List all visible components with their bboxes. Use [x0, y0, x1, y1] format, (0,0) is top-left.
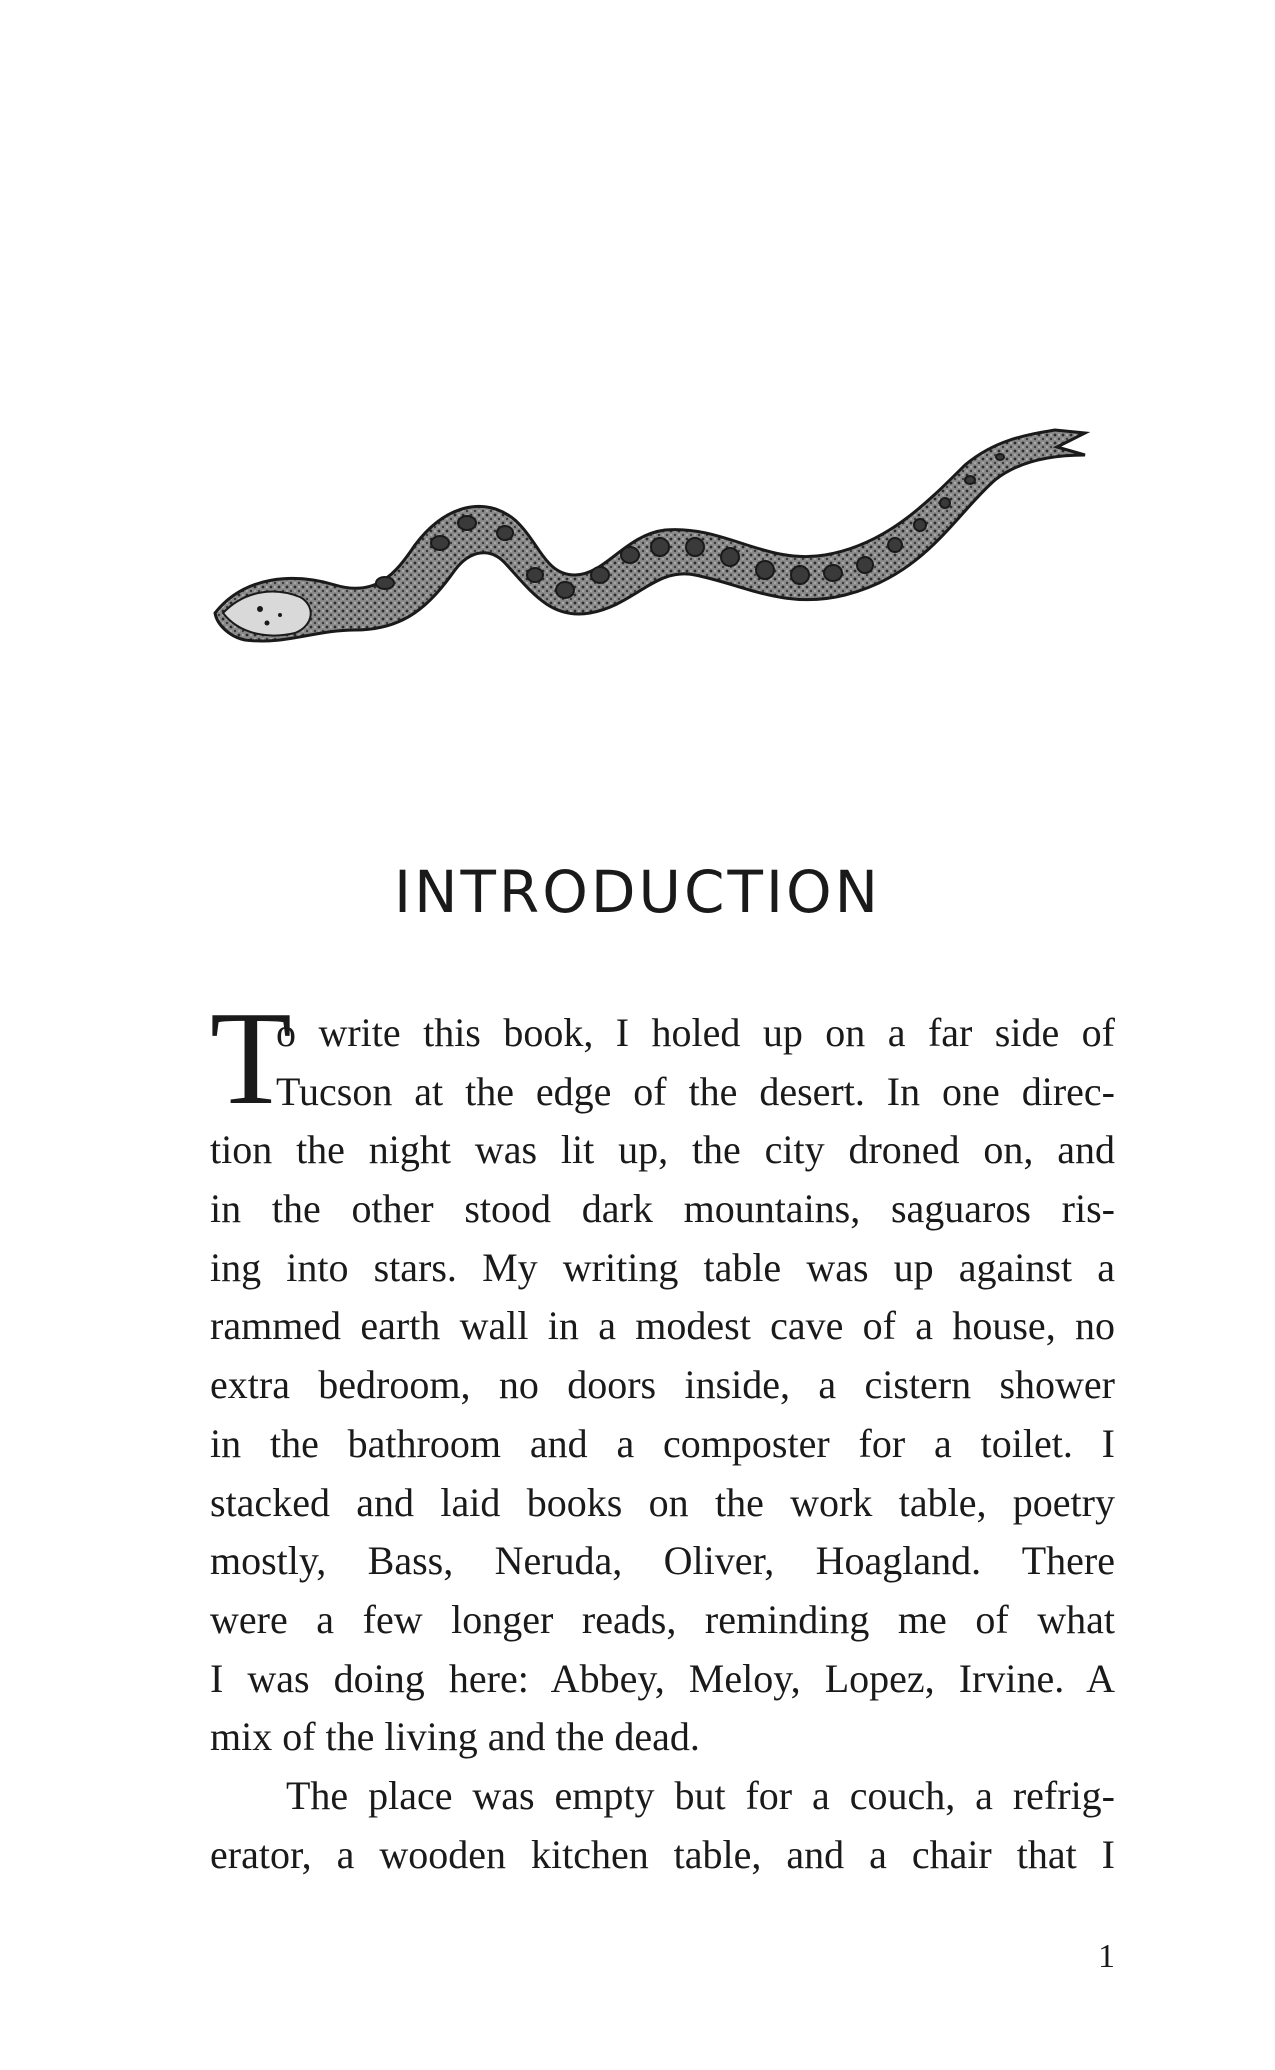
body-line: ing into stars. My writing table was up against a: [210, 1244, 1115, 1290]
body-text: [210, 984, 1115, 1884]
page-number: 1: [1098, 1938, 1115, 1975]
body-line: mostly, Bass, Neruda, Oliver, Hoagland. There: [210, 1538, 1115, 1584]
body-line: were a few longer reads, reminding me of what: [210, 1596, 1115, 1642]
body-line: Tucson at the edge of the desert. In one direc-: [276, 1068, 1115, 1114]
body-line: stacked and laid books on the work table, poetry: [210, 1479, 1115, 1525]
body-line: mix of the living and the dead.: [210, 1714, 700, 1760]
body-line: in the other stood dark mountains, saguaros ris-: [210, 1186, 1115, 1232]
body-line: in the bathroom and a composter for a toilet. I: [210, 1420, 1115, 1466]
drop-cap: T: [210, 984, 292, 1132]
snake-illustration-icon: [205, 425, 1105, 665]
body-line: rammed earth wall in a modest cave of a house, no: [210, 1303, 1115, 1349]
body-line: The place was empty but for a couch, a refrig-: [286, 1772, 1115, 1818]
chapter-title: INTRODUCTION: [393, 858, 882, 926]
body-line: erator, a wooden kitchen table, and a chair that I: [210, 1831, 1115, 1877]
body-line: I was doing here: Abbey, Meloy, Lopez, Irvine. A: [210, 1655, 1115, 1701]
body-line: tion the night was lit up, the city droned on, and: [210, 1127, 1115, 1173]
body-line: extra bedroom, no doors inside, a cistern shower: [210, 1362, 1115, 1408]
body-line: o write this book, I holed up on a far side of: [276, 1010, 1115, 1055]
